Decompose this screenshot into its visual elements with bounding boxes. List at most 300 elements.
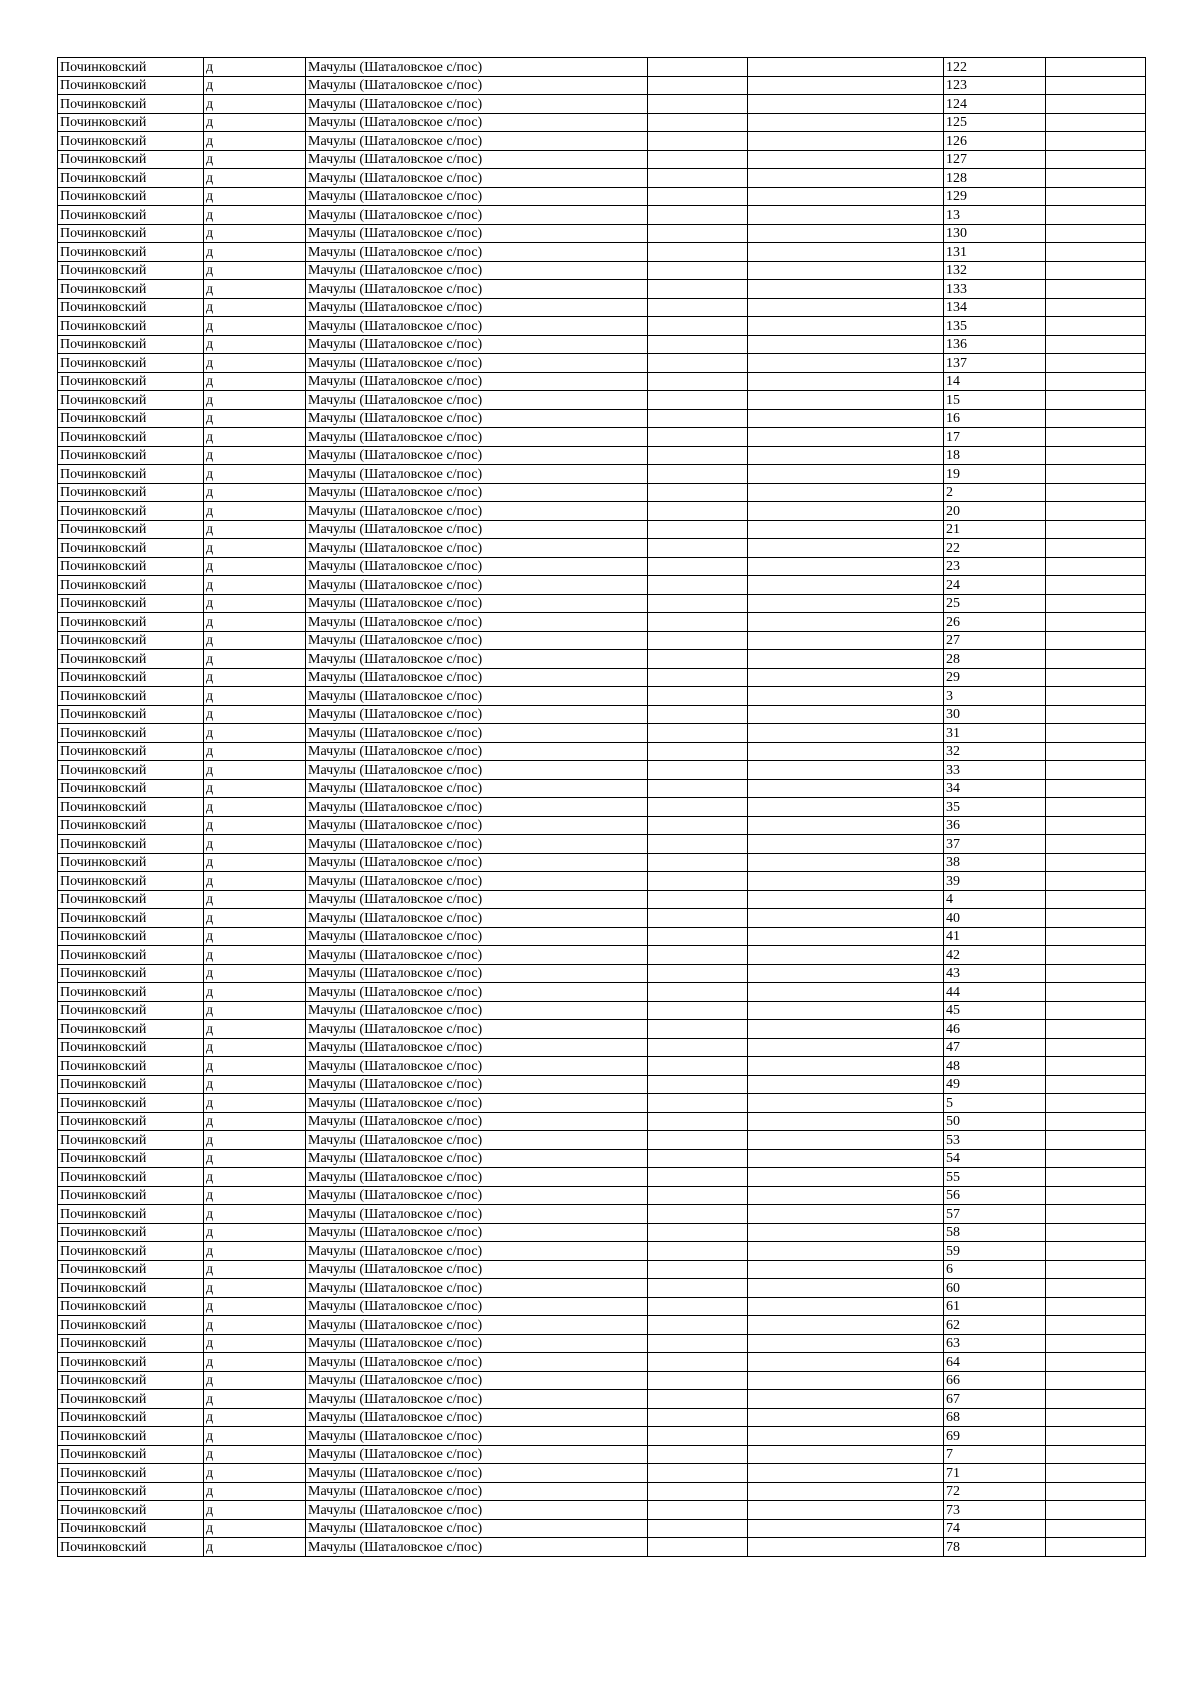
settlement-type-cell: д (204, 483, 306, 502)
empty-cell (1046, 1112, 1146, 1131)
empty-cell (1046, 1501, 1146, 1520)
district-cell: Починковский (58, 594, 204, 613)
empty-cell (748, 243, 944, 262)
table-row (58, 520, 1146, 539)
settlement-cell: Мачулы (Шаталовское с/пос) (306, 169, 648, 188)
empty-cell (1046, 1223, 1146, 1242)
table-row (58, 909, 1146, 928)
table-row (58, 779, 1146, 798)
empty-cell (748, 1464, 944, 1483)
empty-cell (748, 1482, 944, 1501)
settlement-cell: Мачулы (Шаталовское с/пос) (306, 1242, 648, 1261)
table-row (58, 465, 1146, 484)
settlement-cell: Мачулы (Шаталовское с/пос) (306, 132, 648, 151)
empty-cell (1046, 1057, 1146, 1076)
settlement-type-cell: д (204, 354, 306, 373)
house-number-cell: 45 (944, 1001, 1046, 1020)
empty-cell (648, 1464, 748, 1483)
settlement-cell: Мачулы (Шаталовское с/пос) (306, 520, 648, 539)
empty-cell (748, 668, 944, 687)
empty-cell (648, 206, 748, 225)
empty-cell (1046, 1131, 1146, 1150)
settlement-cell: Мачулы (Шаталовское с/пос) (306, 1501, 648, 1520)
settlement-type-cell: д (204, 946, 306, 965)
table-row (58, 946, 1146, 965)
house-number-cell: 3 (944, 687, 1046, 706)
settlement-type-cell: д (204, 1408, 306, 1427)
settlement-type-cell: д (204, 280, 306, 299)
empty-cell (648, 1538, 748, 1557)
empty-cell (648, 1149, 748, 1168)
empty-cell (748, 409, 944, 428)
settlement-cell: Мачулы (Шаталовское с/пос) (306, 539, 648, 558)
district-cell: Починковский (58, 1186, 204, 1205)
empty-cell (648, 76, 748, 95)
settlement-cell: Мачулы (Шаталовское с/пос) (306, 1168, 648, 1187)
house-number-cell: 18 (944, 446, 1046, 465)
house-number-cell: 67 (944, 1390, 1046, 1409)
district-cell: Починковский (58, 1020, 204, 1039)
settlement-cell: Мачулы (Шаталовское с/пос) (306, 428, 648, 447)
table-row (58, 1408, 1146, 1427)
settlement-cell: Мачулы (Шаталовское с/пос) (306, 798, 648, 817)
table-row (58, 1205, 1146, 1224)
settlement-type-cell: д (204, 1482, 306, 1501)
empty-cell (1046, 853, 1146, 872)
empty-cell (748, 150, 944, 169)
empty-cell (648, 761, 748, 780)
settlement-cell: Мачулы (Шаталовское с/пос) (306, 687, 648, 706)
empty-cell (748, 58, 944, 77)
table-row (58, 1223, 1146, 1242)
settlement-type-cell: д (204, 964, 306, 983)
table-row (58, 1020, 1146, 1039)
empty-cell (748, 1445, 944, 1464)
table-row (58, 705, 1146, 724)
settlement-type-cell: д (204, 1316, 306, 1335)
settlement-type-cell: д (204, 890, 306, 909)
table-row (58, 890, 1146, 909)
empty-cell (748, 1112, 944, 1131)
empty-cell (648, 668, 748, 687)
settlement-cell: Мачулы (Шаталовское с/пос) (306, 1205, 648, 1224)
house-number-cell: 72 (944, 1482, 1046, 1501)
empty-cell (1046, 1371, 1146, 1390)
empty-cell (648, 261, 748, 280)
empty-cell (748, 280, 944, 299)
empty-cell (1046, 58, 1146, 77)
empty-cell (648, 835, 748, 854)
district-cell: Починковский (58, 354, 204, 373)
house-number-cell: 26 (944, 613, 1046, 632)
house-number-cell: 42 (944, 946, 1046, 965)
table-row (58, 650, 1146, 669)
empty-cell (748, 576, 944, 595)
settlement-type-cell: д (204, 58, 306, 77)
district-cell: Починковский (58, 58, 204, 77)
empty-cell (748, 261, 944, 280)
settlement-cell: Мачулы (Шаталовское с/пос) (306, 483, 648, 502)
district-cell: Починковский (58, 483, 204, 502)
table-row (58, 687, 1146, 706)
table-row (58, 853, 1146, 872)
house-number-cell: 35 (944, 798, 1046, 817)
table-row (58, 576, 1146, 595)
settlement-type-cell: д (204, 76, 306, 95)
table-row (58, 76, 1146, 95)
settlement-cell: Мачулы (Шаталовское с/пос) (306, 1334, 648, 1353)
house-number-cell: 71 (944, 1464, 1046, 1483)
house-number-cell: 74 (944, 1519, 1046, 1538)
empty-cell (648, 687, 748, 706)
settlement-cell: Мачулы (Шаталовское с/пос) (306, 391, 648, 410)
empty-cell (1046, 1334, 1146, 1353)
empty-cell (1046, 761, 1146, 780)
settlement-type-cell: д (204, 1279, 306, 1298)
house-number-cell: 57 (944, 1205, 1046, 1224)
table-row (58, 58, 1146, 77)
empty-cell (1046, 465, 1146, 484)
table-row (58, 983, 1146, 1002)
house-number-cell: 46 (944, 1020, 1046, 1039)
settlement-type-cell: д (204, 687, 306, 706)
table-row (58, 1075, 1146, 1094)
settlement-cell: Мачулы (Шаталовское с/пос) (306, 1427, 648, 1446)
settlement-cell: Мачулы (Шаталовское с/пос) (306, 409, 648, 428)
house-number-cell: 54 (944, 1149, 1046, 1168)
empty-cell (648, 576, 748, 595)
table-row (58, 169, 1146, 188)
district-cell: Починковский (58, 206, 204, 225)
settlement-cell: Мачулы (Шаталовское с/пос) (306, 650, 648, 669)
empty-cell (1046, 520, 1146, 539)
empty-cell (648, 1223, 748, 1242)
settlement-type-cell: д (204, 779, 306, 798)
house-number-cell: 43 (944, 964, 1046, 983)
district-cell: Починковский (58, 687, 204, 706)
empty-cell (648, 409, 748, 428)
house-number-cell: 39 (944, 872, 1046, 891)
settlement-type-cell: д (204, 113, 306, 132)
empty-cell (1046, 1020, 1146, 1039)
empty-cell (1046, 1390, 1146, 1409)
empty-cell (1046, 354, 1146, 373)
settlement-cell: Мачулы (Шаталовское с/пос) (306, 1223, 648, 1242)
settlement-type-cell: д (204, 95, 306, 114)
empty-cell (648, 58, 748, 77)
table-row (58, 742, 1146, 761)
empty-cell (748, 206, 944, 225)
settlement-type-cell: д (204, 594, 306, 613)
empty-cell (748, 742, 944, 761)
empty-cell (748, 650, 944, 669)
empty-cell (748, 1205, 944, 1224)
table-row (58, 206, 1146, 225)
table-row (58, 1538, 1146, 1557)
district-cell: Починковский (58, 761, 204, 780)
table-row (58, 872, 1146, 891)
empty-cell (748, 335, 944, 354)
district-cell: Починковский (58, 1519, 204, 1538)
settlement-cell: Мачулы (Шаталовское с/пос) (306, 1390, 648, 1409)
empty-cell (1046, 1075, 1146, 1094)
empty-cell (748, 1131, 944, 1150)
house-number-cell: 47 (944, 1038, 1046, 1057)
settlement-type-cell: д (204, 798, 306, 817)
settlement-type-cell: д (204, 909, 306, 928)
empty-cell (748, 187, 944, 206)
empty-cell (648, 1519, 748, 1538)
settlement-type-cell: д (204, 1390, 306, 1409)
empty-cell (748, 1501, 944, 1520)
empty-cell (748, 169, 944, 188)
settlement-type-cell: д (204, 465, 306, 484)
empty-cell (1046, 335, 1146, 354)
table-row (58, 1260, 1146, 1279)
table-row (58, 261, 1146, 280)
settlement-type-cell: д (204, 1519, 306, 1538)
settlement-cell: Мачулы (Шаталовское с/пос) (306, 1094, 648, 1113)
empty-cell (648, 1242, 748, 1261)
settlement-type-cell: д (204, 1131, 306, 1150)
empty-cell (648, 298, 748, 317)
settlement-cell: Мачулы (Шаталовское с/пос) (306, 298, 648, 317)
settlement-type-cell: д (204, 502, 306, 521)
settlement-type-cell: д (204, 1186, 306, 1205)
table-row (58, 798, 1146, 817)
house-number-cell: 31 (944, 724, 1046, 743)
table-row (58, 1519, 1146, 1538)
table-row (58, 1464, 1146, 1483)
settlement-type-cell: д (204, 1445, 306, 1464)
empty-cell (1046, 1260, 1146, 1279)
settlement-cell: Мачулы (Шаталовское с/пос) (306, 1149, 648, 1168)
district-cell: Починковский (58, 798, 204, 817)
table-row (58, 724, 1146, 743)
empty-cell (748, 1408, 944, 1427)
empty-cell (748, 557, 944, 576)
empty-cell (1046, 428, 1146, 447)
empty-cell (748, 909, 944, 928)
district-cell: Починковский (58, 465, 204, 484)
house-number-cell: 16 (944, 409, 1046, 428)
table-row (58, 483, 1146, 502)
empty-cell (1046, 483, 1146, 502)
empty-cell (1046, 742, 1146, 761)
empty-cell (648, 1408, 748, 1427)
settlement-type-cell: д (204, 927, 306, 946)
district-cell: Починковский (58, 576, 204, 595)
empty-cell (748, 354, 944, 373)
district-cell: Починковский (58, 243, 204, 262)
settlement-type-cell: д (204, 391, 306, 410)
house-number-cell: 123 (944, 76, 1046, 95)
empty-cell (748, 520, 944, 539)
table-row (58, 243, 1146, 262)
empty-cell (1046, 1149, 1146, 1168)
table-row (58, 187, 1146, 206)
empty-cell (648, 1427, 748, 1446)
table-row (58, 1057, 1146, 1076)
empty-cell (648, 169, 748, 188)
table-row (58, 1316, 1146, 1335)
empty-cell (1046, 76, 1146, 95)
empty-cell (1046, 650, 1146, 669)
settlement-type-cell: д (204, 853, 306, 872)
empty-cell (1046, 187, 1146, 206)
table-row (58, 1149, 1146, 1168)
empty-cell (748, 1038, 944, 1057)
house-number-cell: 131 (944, 243, 1046, 262)
district-cell: Починковский (58, 909, 204, 928)
empty-cell (748, 113, 944, 132)
settlement-type-cell: д (204, 298, 306, 317)
table-row (58, 1353, 1146, 1372)
empty-cell (748, 724, 944, 743)
settlement-cell: Мачулы (Шаталовское с/пос) (306, 446, 648, 465)
settlement-type-cell: д (204, 428, 306, 447)
settlement-cell: Мачулы (Шаталовское с/пос) (306, 206, 648, 225)
empty-cell (1046, 687, 1146, 706)
empty-cell (648, 1168, 748, 1187)
table-row (58, 1501, 1146, 1520)
settlement-cell: Мачулы (Шаталовское с/пос) (306, 243, 648, 262)
empty-cell (1046, 927, 1146, 946)
district-cell: Починковский (58, 1260, 204, 1279)
house-number-cell: 32 (944, 742, 1046, 761)
empty-cell (1046, 206, 1146, 225)
house-number-cell: 19 (944, 465, 1046, 484)
empty-cell (748, 317, 944, 336)
house-number-cell: 59 (944, 1242, 1046, 1261)
district-cell: Починковский (58, 1205, 204, 1224)
empty-cell (748, 391, 944, 410)
empty-cell (1046, 539, 1146, 558)
settlement-cell: Мачулы (Шаталовское с/пос) (306, 1020, 648, 1039)
district-cell: Починковский (58, 409, 204, 428)
house-number-cell: 69 (944, 1427, 1046, 1446)
district-cell: Починковский (58, 1131, 204, 1150)
table-row (58, 613, 1146, 632)
settlement-cell: Мачулы (Шаталовское с/пос) (306, 1260, 648, 1279)
settlement-type-cell: д (204, 1427, 306, 1446)
settlement-cell: Мачулы (Шаталовское с/пос) (306, 724, 648, 743)
table-row (58, 298, 1146, 317)
empty-cell (648, 816, 748, 835)
table-row (58, 1242, 1146, 1261)
settlement-type-cell: д (204, 816, 306, 835)
settlement-type-cell: д (204, 835, 306, 854)
district-cell: Починковский (58, 1538, 204, 1557)
empty-cell (748, 224, 944, 243)
house-number-cell: 48 (944, 1057, 1046, 1076)
settlement-cell: Мачулы (Шаталовское с/пос) (306, 853, 648, 872)
settlement-cell: Мачулы (Шаталовское с/пос) (306, 872, 648, 891)
district-cell: Починковский (58, 890, 204, 909)
district-cell: Починковский (58, 724, 204, 743)
settlement-cell: Мачулы (Шаталовское с/пос) (306, 668, 648, 687)
settlement-type-cell: д (204, 1205, 306, 1224)
empty-cell (1046, 1445, 1146, 1464)
district-cell: Починковский (58, 1242, 204, 1261)
empty-cell (748, 1353, 944, 1372)
district-cell: Починковский (58, 539, 204, 558)
house-number-cell: 38 (944, 853, 1046, 872)
empty-cell (648, 1334, 748, 1353)
empty-cell (748, 1371, 944, 1390)
table-row (58, 835, 1146, 854)
settlement-type-cell: д (204, 742, 306, 761)
settlement-type-cell: д (204, 1371, 306, 1390)
empty-cell (1046, 983, 1146, 1002)
house-number-cell: 130 (944, 224, 1046, 243)
table-row (58, 224, 1146, 243)
house-number-cell: 63 (944, 1334, 1046, 1353)
settlement-type-cell: д (204, 1242, 306, 1261)
settlement-type-cell: д (204, 409, 306, 428)
settlement-cell: Мачулы (Шаталовское с/пос) (306, 1445, 648, 1464)
empty-cell (648, 927, 748, 946)
empty-cell (648, 890, 748, 909)
district-cell: Починковский (58, 779, 204, 798)
table-row (58, 1279, 1146, 1298)
settlement-cell: Мачулы (Шаталовское с/пос) (306, 816, 648, 835)
house-number-cell: 129 (944, 187, 1046, 206)
empty-cell (648, 724, 748, 743)
house-number-cell: 2 (944, 483, 1046, 502)
empty-cell (648, 391, 748, 410)
settlement-type-cell: д (204, 520, 306, 539)
table-row (58, 502, 1146, 521)
empty-cell (748, 1186, 944, 1205)
table-row (58, 280, 1146, 299)
empty-cell (648, 1020, 748, 1039)
empty-cell (648, 1279, 748, 1298)
empty-cell (1046, 1482, 1146, 1501)
table-row (58, 113, 1146, 132)
district-cell: Починковский (58, 1297, 204, 1316)
house-number-cell: 132 (944, 261, 1046, 280)
settlement-cell: Мачулы (Шаталовское с/пос) (306, 1297, 648, 1316)
empty-cell (1046, 909, 1146, 928)
district-cell: Починковский (58, 816, 204, 835)
house-number-cell: 41 (944, 927, 1046, 946)
house-number-cell: 62 (944, 1316, 1046, 1335)
settlement-cell: Мачулы (Шаталовское с/пос) (306, 576, 648, 595)
empty-cell (648, 113, 748, 132)
settlement-cell: Мачулы (Шаталовское с/пос) (306, 779, 648, 798)
empty-cell (748, 779, 944, 798)
empty-cell (748, 1168, 944, 1187)
address-table (57, 57, 1146, 1557)
table-row (58, 428, 1146, 447)
house-number-cell: 64 (944, 1353, 1046, 1372)
house-number-cell: 36 (944, 816, 1046, 835)
district-cell: Починковский (58, 1464, 204, 1483)
empty-cell (648, 539, 748, 558)
table-row (58, 354, 1146, 373)
house-number-cell: 21 (944, 520, 1046, 539)
district-cell: Починковский (58, 1427, 204, 1446)
settlement-type-cell: д (204, 613, 306, 632)
empty-cell (1046, 1186, 1146, 1205)
district-cell: Починковский (58, 520, 204, 539)
empty-cell (1046, 317, 1146, 336)
settlement-type-cell: д (204, 1334, 306, 1353)
settlement-cell: Мачулы (Шаталовское с/пос) (306, 150, 648, 169)
house-number-cell: 40 (944, 909, 1046, 928)
table-row (58, 95, 1146, 114)
